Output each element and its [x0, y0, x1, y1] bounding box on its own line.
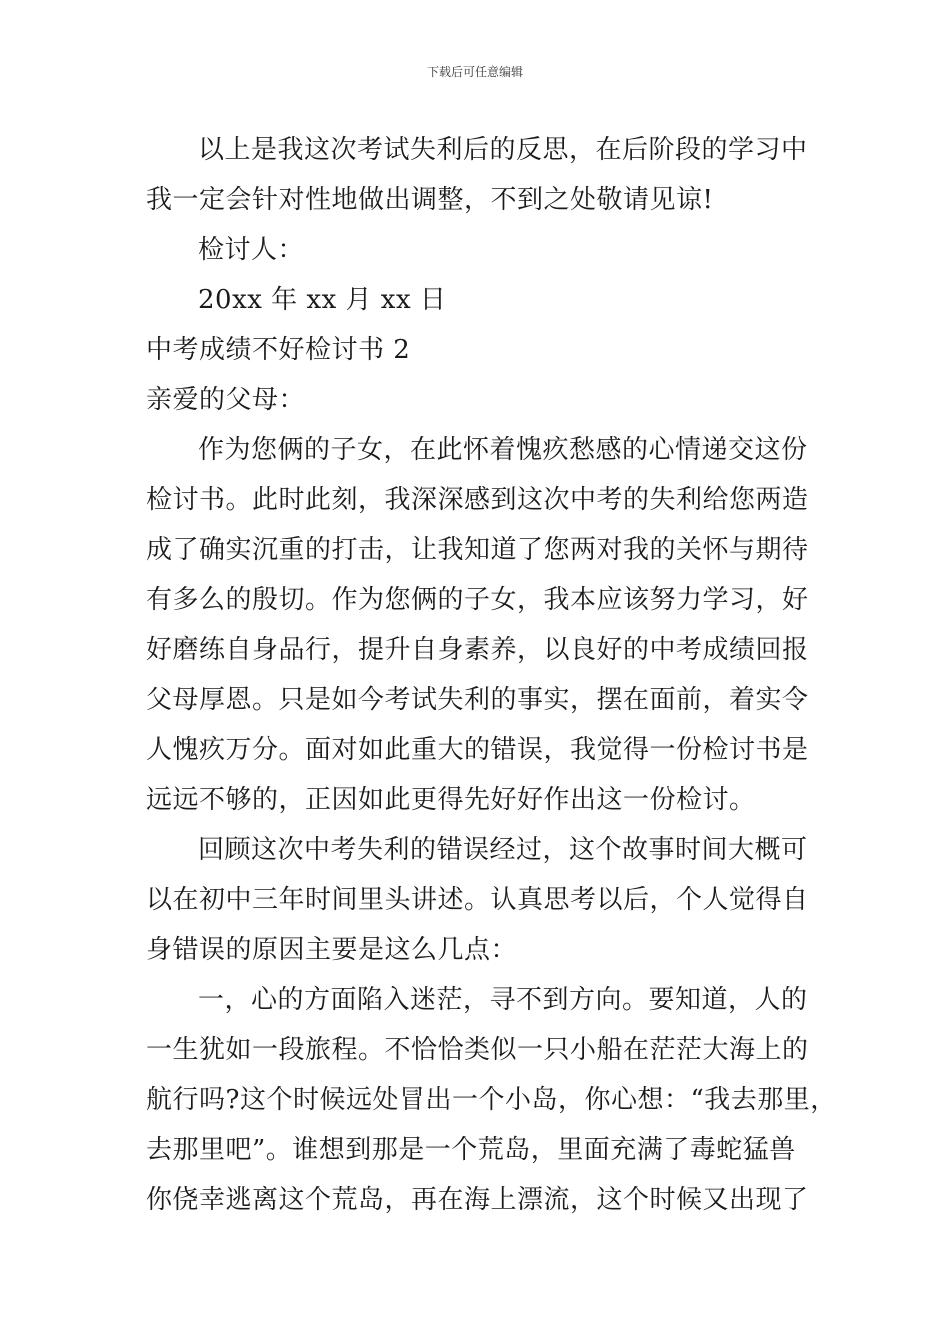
text-line: 成了确实沉重的打击，让我知道了您两对我的关怀与期待 [146, 535, 809, 565]
signature-label: 检讨人： [198, 235, 305, 265]
text-line: 作为您俩的子女，在此怀着愧疚愁感的心情递交这份 [198, 435, 808, 465]
text-line: 以在初中三年时间里头讲述。认真思考以后，个人觉得自 [146, 885, 809, 915]
text-line: 身错误的原因主要是这么几点： [146, 935, 518, 965]
text-line: 好磨练自身品行，提升自身素养，以良好的中考成绩回报 [146, 635, 809, 665]
text-line: 一生犹如一段旅程。不恰恰类似一只小船在茫茫大海上的 [146, 1035, 809, 1065]
text-line: 远远不够的，正因如此更得先好好作出这一份检讨。 [146, 785, 756, 815]
text-line: 检讨书。此时此刻，我深深感到这次中考的失利给您两造 [146, 485, 809, 515]
section-title: 中考成绩不好检讨书 2 [146, 335, 411, 365]
date-line: 20xx 年 xx 月 xx 日 [198, 285, 447, 315]
text-line: 我一定会针对性地做出调整，不到之处敬请见谅! [146, 185, 714, 215]
salutation: 亲爱的父母： [146, 385, 306, 415]
text-line: 回顾这次中考失利的错误经过，这个故事时间大概可 [198, 835, 808, 865]
header-note: 下载后可任意编辑 [426, 65, 523, 79]
text-line: 航行吗?这个时候远处冒出一个小岛，你心想：“我去那里， [146, 1085, 837, 1115]
text-line: 你侥幸逃离这个荒岛，再在海上漂流，这个时候又出现了 [146, 1185, 809, 1215]
text-line: 有多么的殷切。作为您俩的子女，我本应该努力学习，好 [146, 585, 809, 615]
text-line: 人愧疚万分。面对如此重大的错误，我觉得一份检讨书是 [146, 735, 809, 765]
text-line: 父母厚恩。只是如今考试失利的事实，摆在面前，着实令 [146, 685, 809, 715]
text-line: 一，心的方面陷入迷茫，寻不到方向。要知道，人的 [198, 985, 808, 1015]
text-line: 以上是我这次考试失利后的反思，在后阶段的学习中 [198, 135, 808, 165]
text-line: 去那里吧”。谁想到那是一个荒岛，里面充满了毒蛇猛兽 [146, 1135, 796, 1165]
